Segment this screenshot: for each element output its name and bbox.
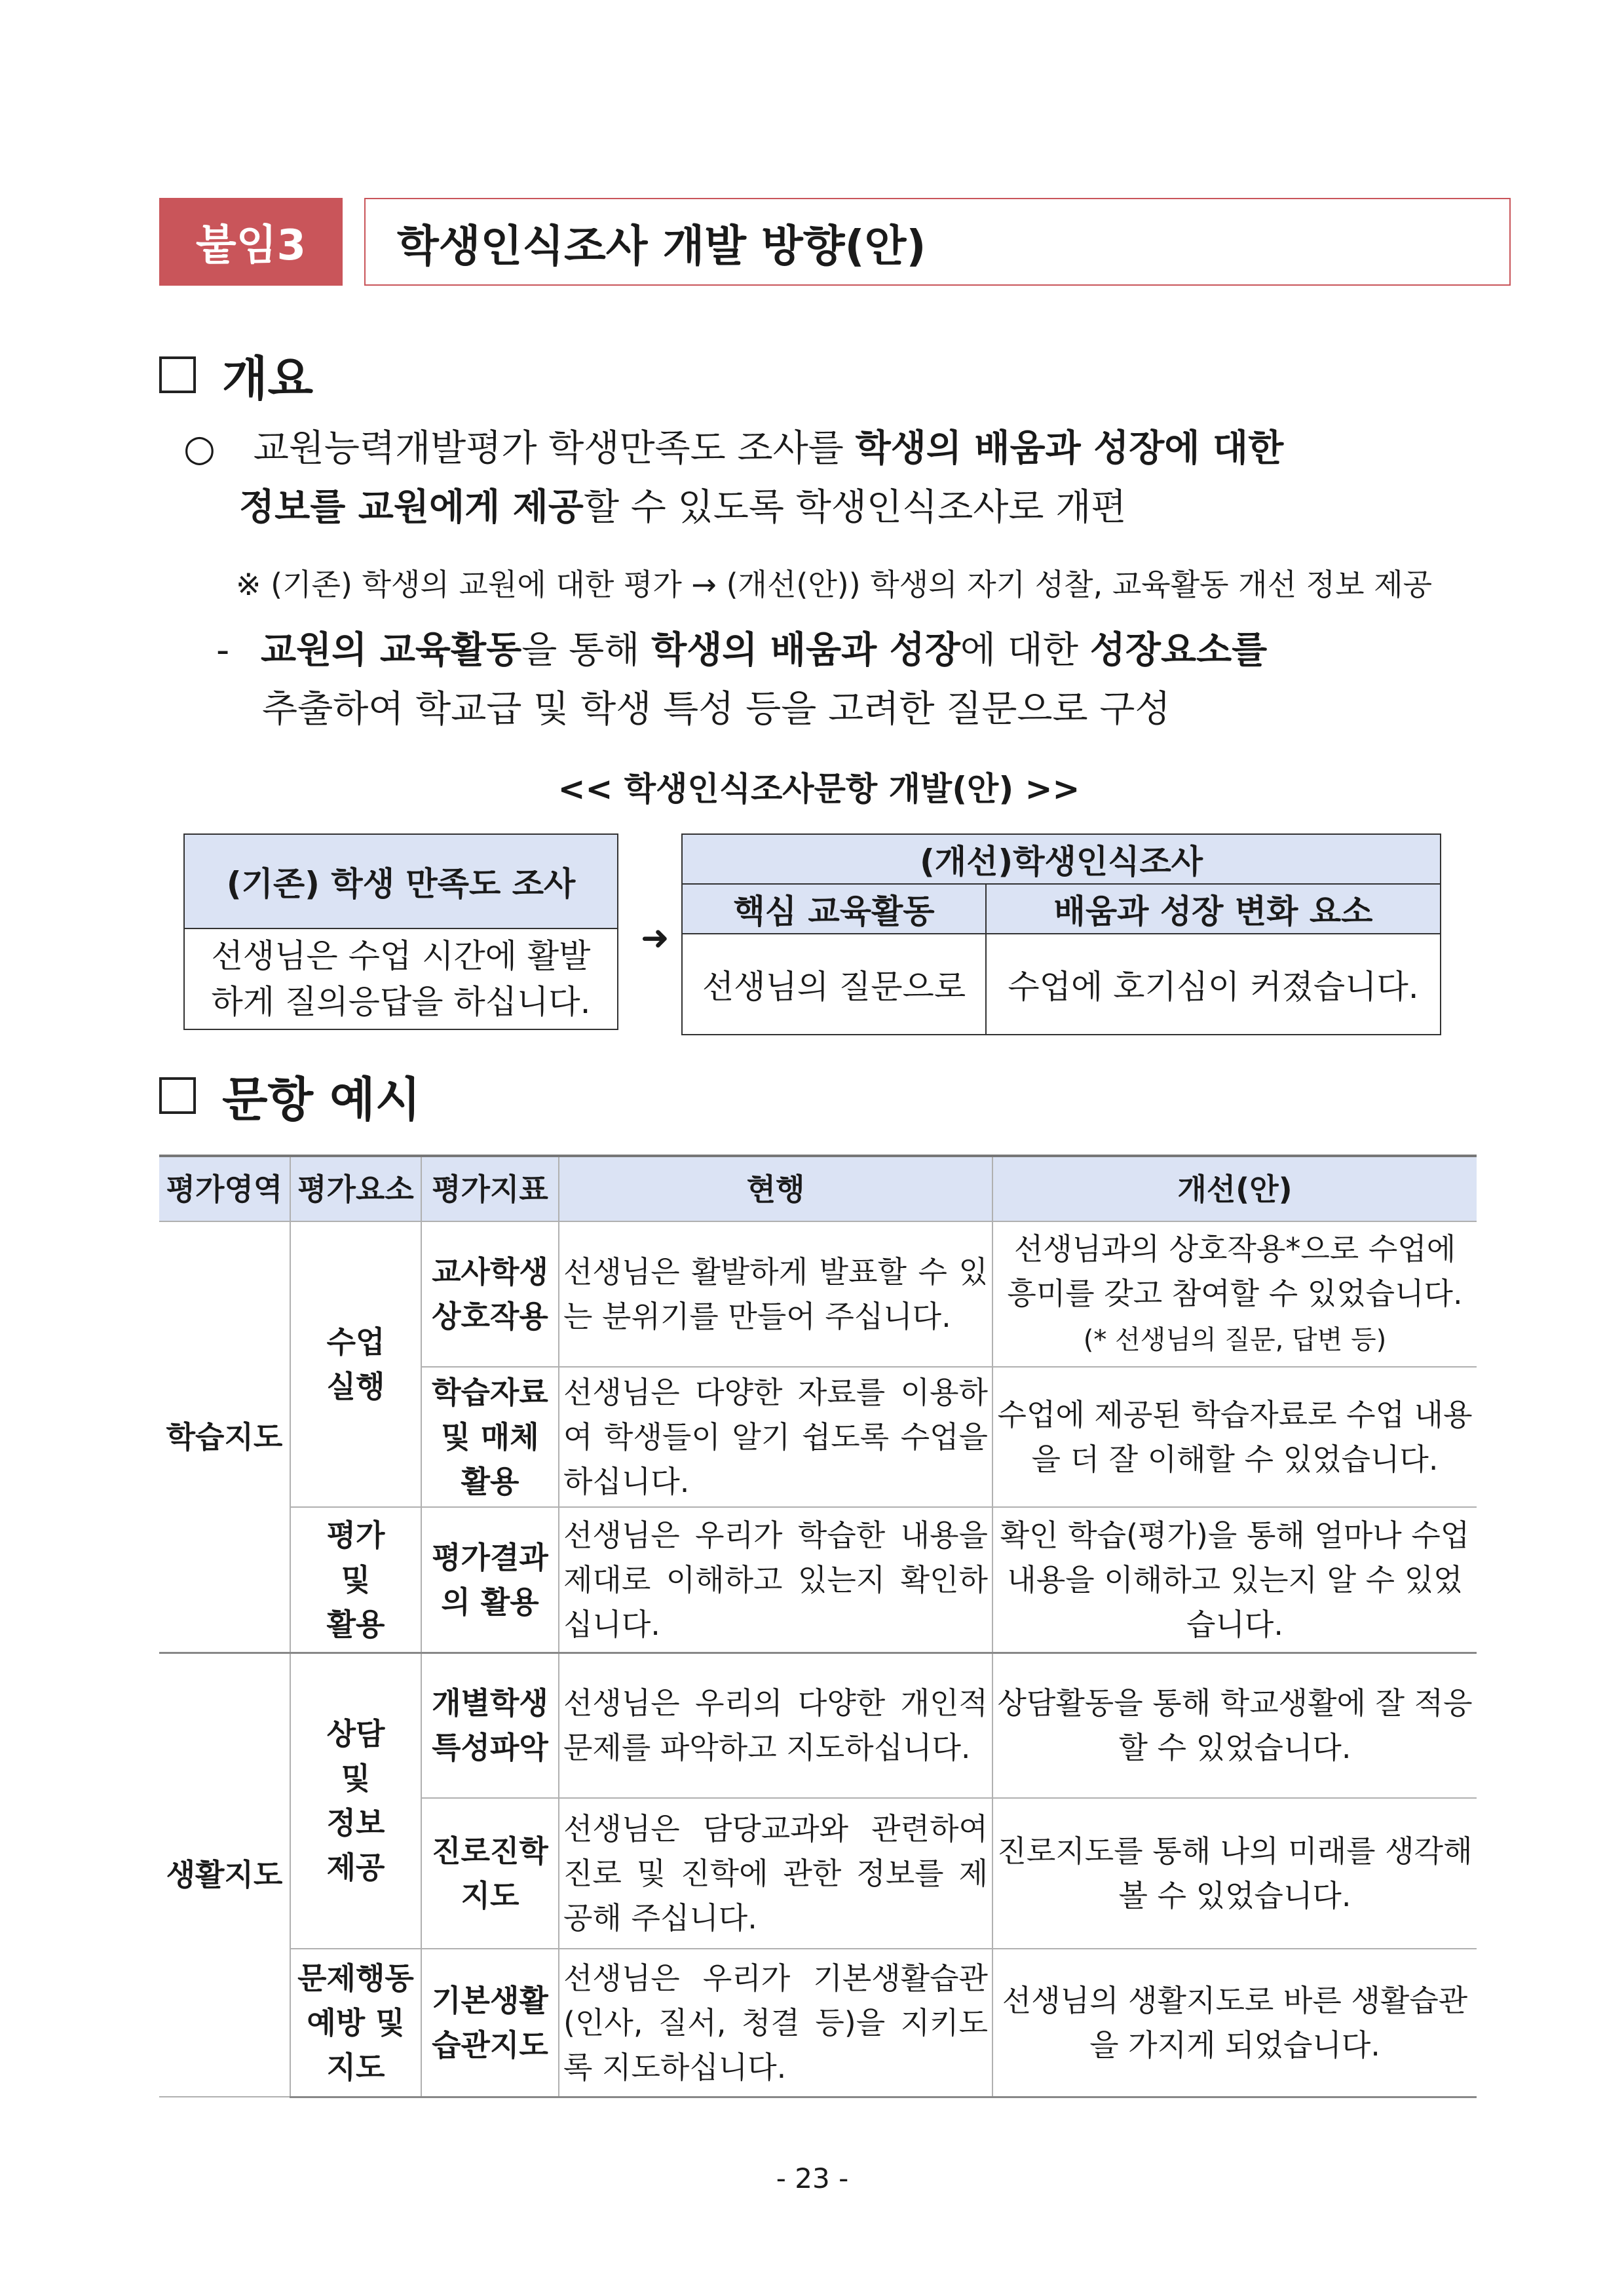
table-row xyxy=(159,1653,1477,1798)
old-survey-line-1: 선생님은 수업 시간에 활발 xyxy=(211,937,591,975)
new-survey-col1-body: 선생님의 질문으로 xyxy=(682,934,986,1035)
col-header-area: 평가영역 xyxy=(159,1156,290,1221)
element-cell: 문제행동 예방 및 지도 xyxy=(290,1949,421,2097)
dash-bold-b: 학생의 배움과 성장 xyxy=(651,629,960,672)
dash-bold-c: 성장요소를 xyxy=(1089,629,1268,672)
page-title: 학생인식조사 개발 방향(안) xyxy=(364,198,1511,286)
current-cell: 선생님은 활발하게 발표할 수 있는 분위기를 만들어 주십니다. xyxy=(559,1221,992,1367)
table-row xyxy=(159,1221,1477,1367)
new-survey-col2-body: 수업에 호기심이 커졌습니다. xyxy=(986,934,1441,1035)
overview-dash-item xyxy=(216,621,1481,739)
improved-note: (* 선생님의 질문, 답변 등) xyxy=(1083,1324,1387,1355)
bullet-1-text-b: 할 수 있도록 학생인식조사로 개편 xyxy=(583,486,1127,529)
bullet-1-bold-b: 정보를 교원에게 제공 xyxy=(239,486,584,529)
table-row xyxy=(159,1507,1477,1653)
improved-cell: 진로지도를 통해 나의 미래를 생각해 볼 수 있었습니다. xyxy=(992,1798,1477,1949)
current-cell: 선생님은 우리가 기본생활습관(인사, 질서, 청결 등)을 지키도록 지도하십니다. xyxy=(559,1949,992,2097)
overview-heading-text: 개요 xyxy=(222,351,314,406)
element-cell: 수업 실행 xyxy=(290,1221,421,1507)
area-cell: 학습지도 xyxy=(159,1221,290,1653)
dash-marker: - xyxy=(216,629,230,672)
checkbox-square-icon xyxy=(159,1077,196,1114)
indicator-cell: 진로진학 지도 xyxy=(421,1798,559,1949)
improved-cell xyxy=(992,1221,1477,1367)
element-cell: 상담 및 정보 제공 xyxy=(290,1653,421,1949)
overview-note: ※ (기존) 학생의 교원에 대한 평가 → (개선(안)) 학생의 자기 성찰, 교육활동 개선 정보 제공 xyxy=(236,567,1433,602)
overview-heading xyxy=(159,341,313,409)
examples-table xyxy=(159,1155,1477,2098)
area-cell: 생활지도 xyxy=(159,1653,290,2097)
attachment-tag: 붙임3 xyxy=(159,198,343,286)
improved-cell: 확인 학습(평가)을 통해 얼마나 수업 내용을 이해하고 있는지 알 수 있었습니다. xyxy=(992,1507,1477,1653)
improved-cell: 수업에 제공된 학습자료로 수업 내용을 더 잘 이해할 수 있었습니다. xyxy=(992,1367,1477,1507)
improved-cell: 선생님의 생활지도로 바른 생활습관을 가지게 되었습니다. xyxy=(992,1949,1477,2097)
old-survey-box xyxy=(183,833,618,1030)
circle-bullet-icon: ○ xyxy=(183,427,216,470)
new-survey-col1-header: 핵심 교육활동 xyxy=(682,884,986,934)
indicator-cell: 학습자료 및 매체 활용 xyxy=(421,1367,559,1507)
improved-text: 선생님과의 상호작용*으로 수업에 흥미를 갖고 참여할 수 있었습니다. xyxy=(1007,1231,1463,1311)
table-row xyxy=(159,1949,1477,2097)
bullet-1-bold-a: 학생의 배움과 성장에 대한 xyxy=(855,427,1284,470)
old-survey-header: (기존) 학생 만족도 조사 xyxy=(184,834,618,928)
col-header-element: 평가요소 xyxy=(290,1156,421,1221)
indicator-cell: 개별학생 특성파악 xyxy=(421,1653,559,1798)
indicator-cell: 기본생활 습관지도 xyxy=(421,1949,559,2097)
comparison-caption: << 학생인식조사문항 개발(안) >> xyxy=(557,770,1080,808)
bullet-1-text-a: 교원능력개발평가 학생만족도 조사를 xyxy=(253,427,844,470)
examples-heading xyxy=(159,1062,421,1130)
dash-text-a: 을 통해 xyxy=(521,629,640,672)
overview-bullet-1 xyxy=(183,419,1481,537)
improved-cell: 상담활동을 통해 학교생활에 잘 적응할 수 있었습니다. xyxy=(992,1653,1477,1798)
indicator-cell: 평가결과 의 활용 xyxy=(421,1507,559,1653)
page-number: - 23 - xyxy=(776,2162,849,2194)
arrow-right-icon: ➜ xyxy=(641,919,670,958)
current-cell: 선생님은 우리의 다양한 개인적 문제를 파악하고 지도하십니다. xyxy=(559,1653,992,1798)
dash-bold-a: 교원의 교육활동 xyxy=(261,629,522,672)
element-cell: 평가 및 활용 xyxy=(290,1507,421,1653)
col-header-current: 현행 xyxy=(559,1156,992,1221)
new-survey-col2-header: 배움과 성장 변화 요소 xyxy=(986,884,1441,934)
old-survey-line-2: 하게 질의응답을 하십니다. xyxy=(211,983,591,1021)
examples-heading-text: 문항 예시 xyxy=(222,1072,421,1127)
table-header-row xyxy=(159,1156,1477,1221)
current-cell: 선생님은 다양한 자료를 이용하여 학생들이 알기 쉽도록 수업을 하십니다. xyxy=(559,1367,992,1507)
dash-text-b: 에 대한 xyxy=(960,629,1078,672)
checkbox-square-icon xyxy=(159,356,196,393)
current-cell: 선생님은 우리가 학습한 내용을 제대로 이해하고 있는지 확인하십니다. xyxy=(559,1507,992,1653)
col-header-improved: 개선(안) xyxy=(992,1156,1477,1221)
col-header-indicator: 평가지표 xyxy=(421,1156,559,1221)
dash-text-line2: 추출하여 학교급 및 학생 특성 등을 고려한 질문으로 구성 xyxy=(262,688,1171,731)
new-survey-box xyxy=(681,833,1441,1035)
old-survey-body xyxy=(184,928,618,1029)
indicator-cell: 교사학생 상호작용 xyxy=(421,1221,559,1367)
new-survey-header: (개선)학생인식조사 xyxy=(682,834,1441,884)
current-cell: 선생님은 담당교과와 관련하여 진로 및 진학에 관한 정보를 제공해 주십니다. xyxy=(559,1798,992,1949)
